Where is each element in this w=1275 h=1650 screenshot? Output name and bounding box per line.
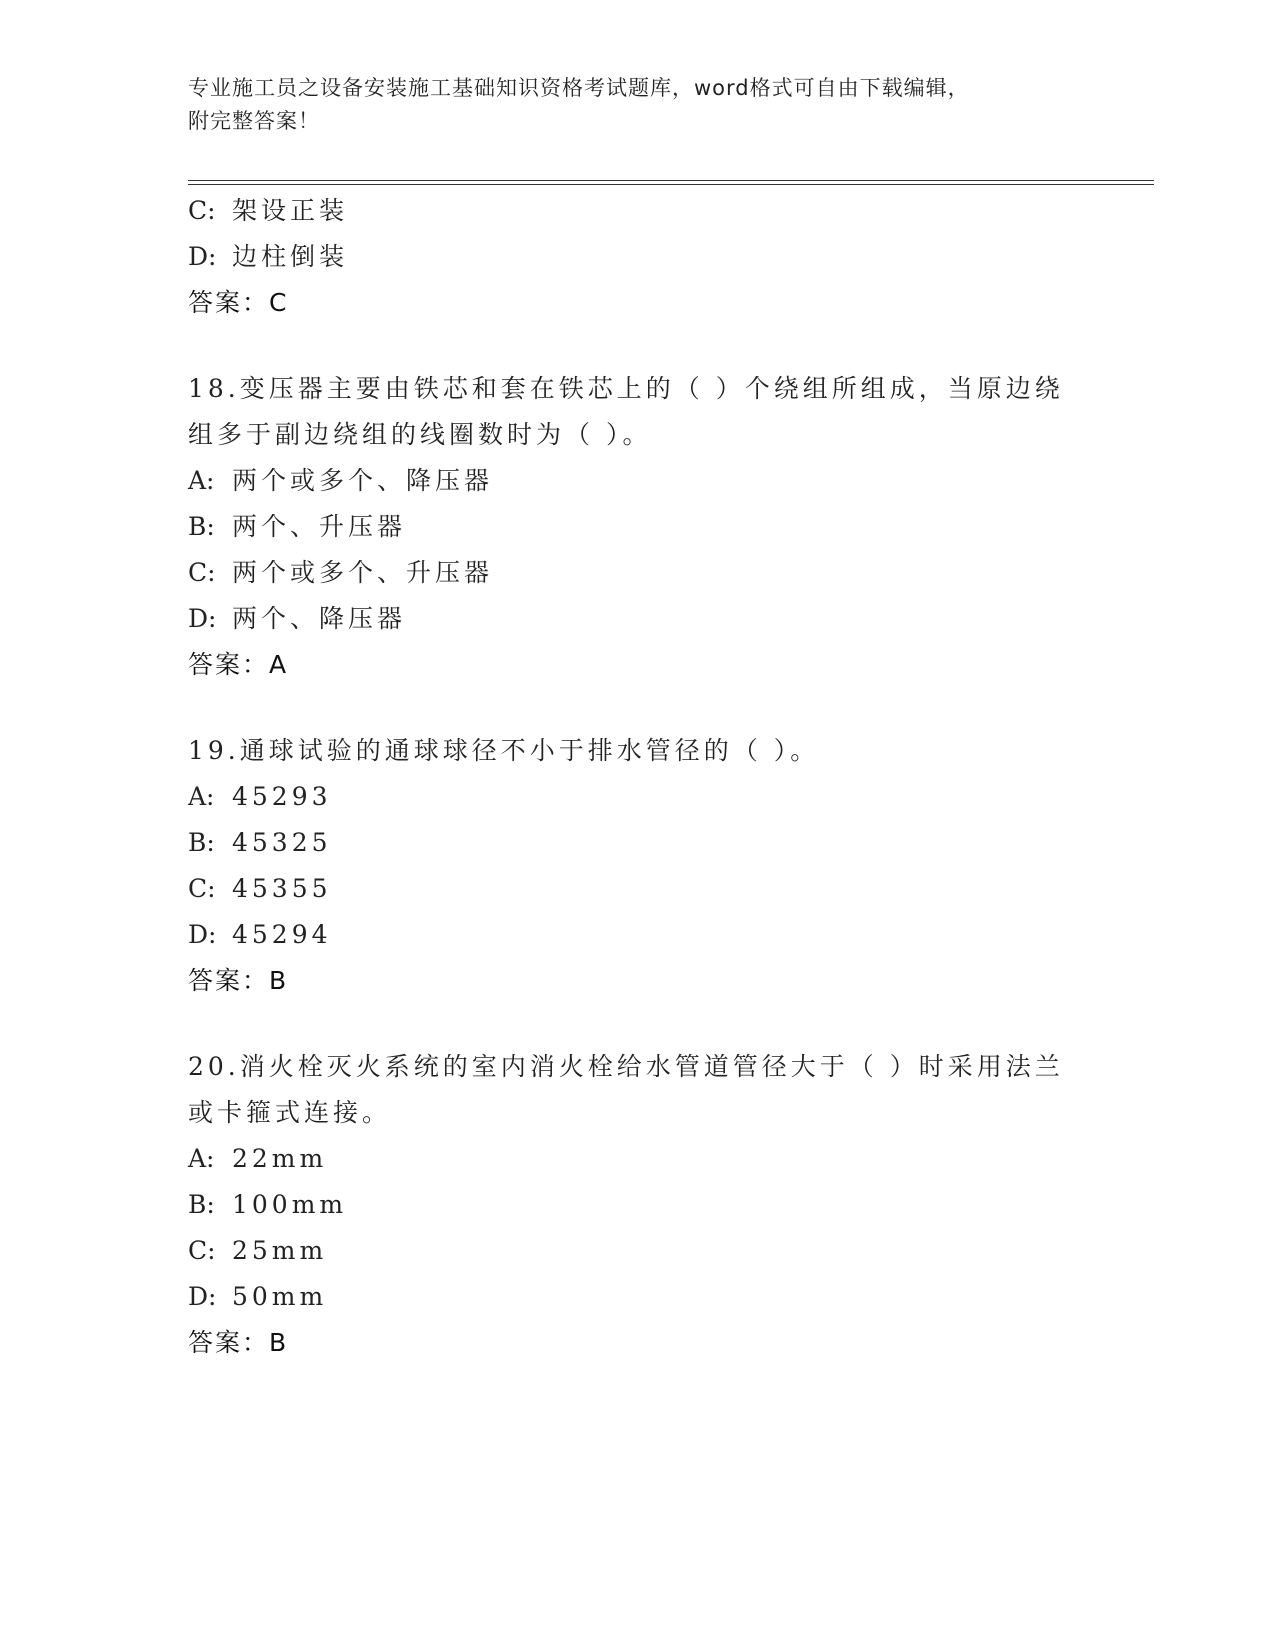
page-header: [188, 72, 1088, 138]
option-text: 25mm: [232, 1236, 328, 1265]
option-d: [188, 596, 1088, 642]
option-text: 架设正装: [232, 196, 349, 225]
answer-line: 答案：B: [188, 966, 289, 995]
option-letter: D:: [188, 604, 217, 633]
answer-line: 答案：B: [188, 1328, 289, 1357]
option-b: [188, 820, 1088, 866]
option-b: [188, 504, 1088, 550]
question-18: [188, 366, 1088, 688]
option-letter: D:: [188, 1282, 217, 1311]
option-text: 45325: [232, 828, 332, 857]
option-letter: C:: [188, 874, 216, 903]
question-19: [188, 728, 1088, 1004]
option-text: 45355: [232, 874, 332, 903]
option-c: [188, 866, 1088, 912]
header-line-1: 专业施工员之设备安装施工基础知识资格考试题库，word格式可自由下载编辑，: [188, 76, 970, 100]
question-20: [188, 1044, 1088, 1366]
option-text: 45294: [232, 920, 332, 949]
option-c: [188, 550, 1088, 596]
option-letter: C:: [188, 196, 216, 225]
option-text: 50mm: [232, 1282, 328, 1311]
question-text-line-2: 组多于副边绕组的线圈数时为（ ）。: [188, 420, 652, 449]
header-divider: [188, 180, 1154, 185]
option-letter: A:: [188, 1144, 215, 1173]
answer-line: 答案：C: [188, 288, 289, 317]
option-d: [188, 912, 1088, 958]
option-c: [188, 1228, 1088, 1274]
option-letter: C:: [188, 558, 216, 587]
option-text: 两个、降压器: [232, 604, 407, 633]
option-a: [188, 1136, 1088, 1182]
question-text-line-1: 20.消火栓灭火系统的室内消火栓给水管道管径大于（ ）时采用法兰: [188, 1052, 1064, 1081]
option-letter: B:: [188, 828, 215, 857]
option-text: 100mm: [232, 1190, 348, 1219]
option-text: 两个或多个、降压器: [232, 466, 494, 495]
option-letter: A:: [188, 466, 215, 495]
question-text-line-1: 18.变压器主要由铁芯和套在铁芯上的（ ）个绕组所组成，当原边绕: [188, 374, 1064, 403]
option-b: [188, 1182, 1088, 1228]
answer-line: 答案：A: [188, 650, 289, 679]
option-letter: D:: [188, 242, 217, 271]
option-letter: B:: [188, 1190, 215, 1219]
option-letter: C:: [188, 1236, 216, 1265]
option-text: 45293: [232, 782, 332, 811]
option-c: [188, 188, 1088, 234]
header-line-2: 附完整答案！: [188, 109, 320, 133]
option-text: 边柱倒装: [232, 242, 349, 271]
option-letter: B:: [188, 512, 215, 541]
option-d: [188, 234, 1088, 280]
question-continued: [188, 188, 1088, 326]
option-a: [188, 458, 1088, 504]
option-letter: A:: [188, 782, 215, 811]
option-text: 22mm: [232, 1144, 328, 1173]
option-d: [188, 1274, 1088, 1320]
question-text-line-1: 19.通球试验的通球球径不小于排水管径的（ ）。: [188, 736, 820, 765]
option-text: 两个或多个、升压器: [232, 558, 494, 587]
document-body: [188, 188, 1088, 1366]
option-text: 两个、升压器: [232, 512, 407, 541]
option-letter: D:: [188, 920, 217, 949]
question-text-line-2: 或卡箍式连接。: [188, 1098, 392, 1127]
option-a: [188, 774, 1088, 820]
